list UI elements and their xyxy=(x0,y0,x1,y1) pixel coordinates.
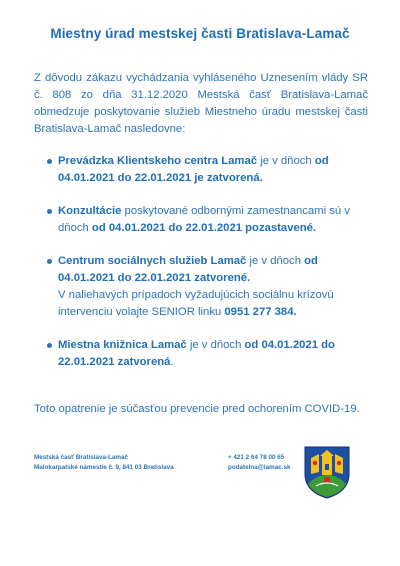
service-dates: od 04.01.2021 do 22.01.2021 zatvorené. xyxy=(58,255,318,284)
service-dates: od 04.01.2021 do 22.01.2021 je zatvorená. xyxy=(58,155,329,184)
list-item-client-center xyxy=(58,153,363,187)
service-name: Prevádzka Klientskeho centra Lamač xyxy=(58,155,258,167)
service-name: Konzultácie xyxy=(58,205,122,217)
service-name: Centrum sociálnych služieb Lamač xyxy=(58,255,247,267)
service-list xyxy=(0,153,400,371)
service-text: poskytované odbornými zamestnancami sú v dňoch xyxy=(58,205,350,234)
list-item-consultations xyxy=(58,203,363,237)
footer-phone: + 421 2 64 78 00 65 xyxy=(228,454,285,461)
footer-contact xyxy=(228,453,291,473)
footer-address xyxy=(34,453,174,473)
senior-line-phone: 0951 277 384. xyxy=(224,306,297,318)
coat-of-arms-icon xyxy=(302,444,352,500)
senior-line-note: V naliehavých prípadoch vyžadujúcich sociálnu krízovú intervenciu volajte SENIOR linku xyxy=(58,289,334,318)
service-name: Miestna knižnica Lamač xyxy=(58,339,187,351)
closing-paragraph: Toto opatrenie je súčasťou prevencie pred ochorením COVID-19. xyxy=(34,403,360,415)
service-text: je v dňoch xyxy=(246,255,305,267)
footer-email: podatelna@lamac.sk xyxy=(228,464,291,471)
bullet-icon xyxy=(47,159,52,164)
intro-paragraph: Z dôvodu zákazu vychádzania vyhláseného Uznesením vlády SR č. 808 zo dňa 31.12.2020 Mestská časť Bratislava-Lamač obmedzuje poskytovanie služieb Miestneho úradu mestskej časti Bratislava-Lamač nasledovne: xyxy=(34,72,368,135)
list-item-social-center xyxy=(58,253,363,321)
bullet-icon xyxy=(47,209,52,214)
service-text: je v dňoch xyxy=(186,339,245,351)
footer-org: Mestská časť Bratislava-Lamač xyxy=(34,454,129,461)
footer-street: Malokarpatské námestie č. 9, 841 03 Bratislava xyxy=(34,464,174,471)
service-text: je v dňoch xyxy=(257,155,315,167)
bullet-icon xyxy=(47,343,52,348)
service-dates: od 04.01.2021 do 22.01.2021 pozastavené. xyxy=(91,222,317,234)
list-item-library xyxy=(58,337,363,371)
page-title: Miestny úrad mestskej časti Bratislava-Lamač xyxy=(50,26,350,41)
service-tail: . xyxy=(170,356,174,368)
bullet-icon xyxy=(47,259,52,264)
service-dates: od 04.01.2021 do 22.01.2021 zatvorená xyxy=(58,339,335,368)
